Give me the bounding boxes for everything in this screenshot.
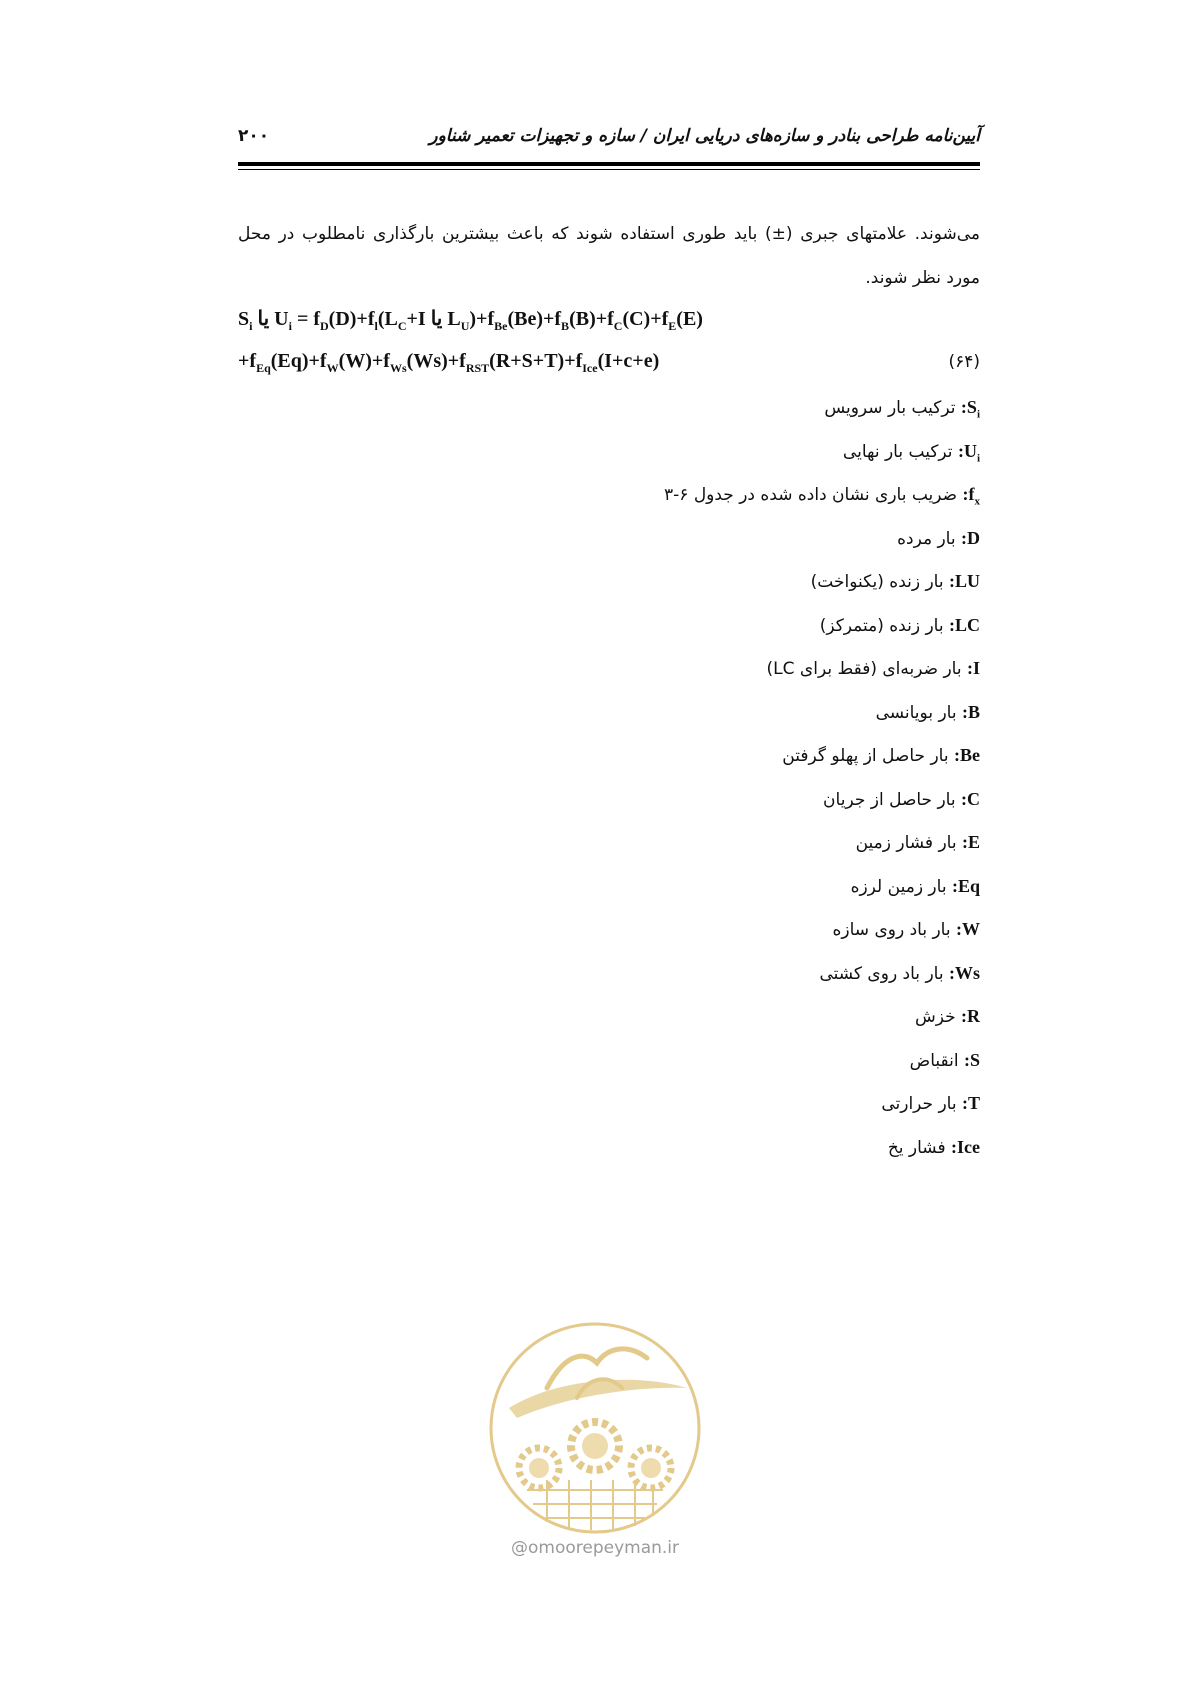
watermark-url: @omoorepeyman.ir (510, 1538, 680, 1558)
definition-item (380, 914, 980, 958)
def-symbol: S: (963, 1049, 980, 1070)
definition-item (380, 523, 980, 567)
def-text: بار حاصل از پهلو گرفتن (782, 746, 949, 766)
def-text: ضریب باری نشان داده شده در جدول ۶-۳ (664, 485, 958, 505)
def-symbol: I: (966, 658, 980, 678)
definition-item (380, 566, 980, 610)
definition-item (380, 610, 980, 654)
body-paragraph: می‌شوند. علامتهای جبری (±) باید طوری استفاده شوند که باعث بیشترین بارگذاری نامطلوب در محل مورد نظر شوند. (238, 224, 980, 288)
def-text: بار باد روی سازه (832, 920, 951, 940)
def-text: بار حرارتی (881, 1094, 957, 1114)
def-symbol: LC: (948, 614, 980, 635)
def-text: بار زنده (یکنواخت) (810, 572, 944, 592)
formula-or-2: یا (430, 308, 443, 330)
def-text: بار بویانسی (875, 702, 957, 723)
def-text: بار ضربه‌ای (فقط برای LC) (766, 659, 962, 679)
watermark-logo-icon (487, 1318, 703, 1536)
definition-item (380, 740, 980, 784)
def-symbol: W: (956, 919, 980, 939)
def-symbol: $U_i$: (957, 440, 980, 465)
def-text: فشار یخ (887, 1137, 946, 1158)
definition-item (380, 479, 980, 523)
def-symbol: T: (961, 1093, 980, 1113)
definition-item (380, 653, 980, 697)
definition-item (380, 1132, 980, 1176)
equation-number: (۶۴) (948, 352, 980, 372)
def-symbol: E: (961, 832, 980, 852)
def-symbol: C: (961, 788, 980, 809)
definitions-list (380, 392, 980, 1175)
def-text: بار حاصل از جریان (823, 789, 956, 810)
definition-item (380, 697, 980, 741)
formula-line-1: $S_i$ یا $U_i = f_D(D)+f_l(L_C+I$ یا $L_U)+f_{Be}(Be)+f_B(B)+f_C(C)+f_E(E)$ (238, 308, 703, 333)
definition-item (380, 392, 980, 436)
def-symbol: Ice: (951, 1136, 980, 1157)
def-symbol: Eq: (951, 875, 980, 896)
def-text: ترکیب بار نهایی (842, 441, 953, 462)
def-text: انقباض (909, 1050, 959, 1071)
page-header (238, 126, 980, 156)
def-symbol: D: (961, 527, 980, 548)
header-rule-thin (238, 169, 980, 170)
def-symbol: $f_x$: (962, 484, 980, 508)
def-text: بار باد روی کشتی (819, 963, 944, 984)
page-number: ۲۰۰ (238, 126, 270, 146)
def-symbol: $S_i$: (960, 397, 980, 421)
def-symbol: R: (961, 1006, 980, 1026)
definition-item (380, 784, 980, 828)
definition-item (380, 436, 980, 480)
body-text (238, 212, 980, 300)
header-title: آیین‌نامه طراحی بنادر و سازه‌های دریایی ایران / سازه و تجهیزات تعمیر شناور (429, 126, 980, 146)
definition-item (380, 871, 980, 915)
def-text: بار مرده (897, 528, 956, 549)
def-text: خزش (914, 1007, 956, 1027)
definition-item (380, 958, 980, 1002)
def-symbol: Be: (954, 745, 980, 765)
def-text: بار فشار زمین (855, 833, 957, 853)
def-text: بار زنده (متمرکز) (819, 615, 944, 636)
def-symbol: LU: (948, 571, 980, 591)
definition-item (380, 1001, 980, 1045)
definition-item (380, 1045, 980, 1089)
header-rule-thick (238, 162, 980, 166)
def-symbol: B: (961, 701, 980, 722)
def-text: ترکیب بار سرویس (824, 398, 956, 418)
def-symbol: Ws: (948, 962, 980, 983)
definition-item (380, 1088, 980, 1132)
formula-or-1: یا (257, 308, 270, 330)
def-text: بار زمین لرزه (850, 876, 947, 897)
definition-item (380, 827, 980, 871)
formula-line-2: $+f_{Eq}(Eq)+f_W(W)+f_{Ws}(Ws)+f_{RST}(R+S+T)+f_{Ice}(I+c+e)$ (238, 350, 660, 375)
